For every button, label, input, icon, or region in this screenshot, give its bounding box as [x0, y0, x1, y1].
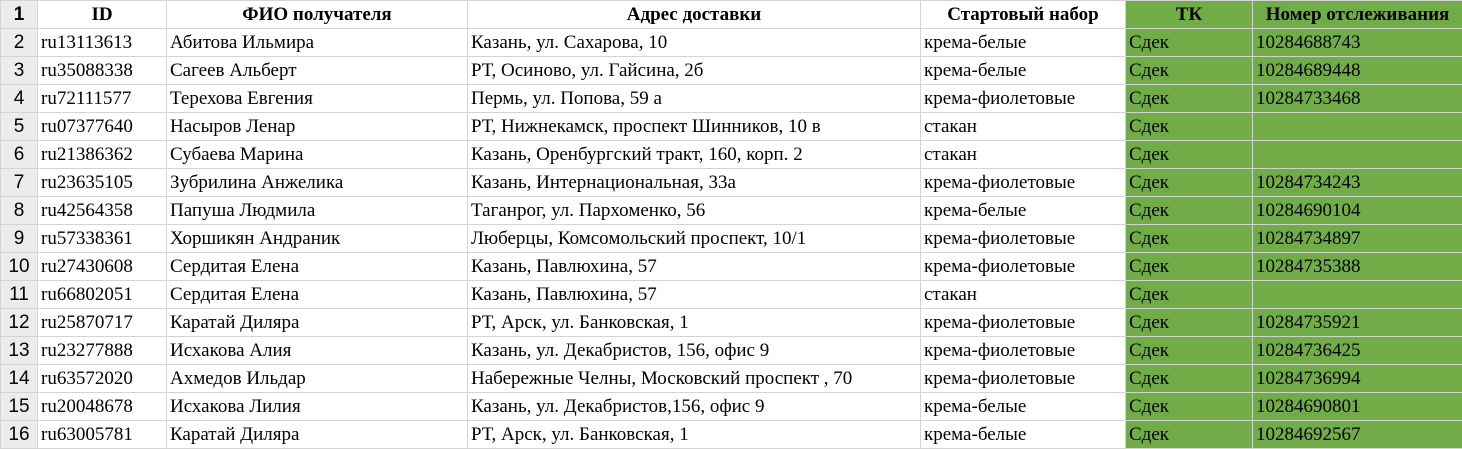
cell-address[interactable]: Казань, Павлюхина, 57: [468, 281, 921, 309]
table-row: [1, 29, 1462, 57]
cell-id[interactable]: ru72111577: [38, 85, 167, 113]
cell-address[interactable]: РТ, Осиново, ул. Гайсина, 2б: [468, 57, 921, 85]
cell-tracking[interactable]: 10284736994: [1253, 365, 1462, 393]
cell-kit[interactable]: стакан: [921, 113, 1126, 141]
row-number[interactable]: 16: [1, 421, 38, 449]
cell-tk[interactable]: Сдек: [1126, 337, 1253, 365]
header-cell-id[interactable]: ID: [38, 1, 167, 29]
cell-address[interactable]: РТ, Нижнекамск, проспект Шинников, 10 в: [468, 113, 921, 141]
cell-kit[interactable]: крема-белые: [921, 393, 1126, 421]
cell-name[interactable]: Ахмедов Ильдар: [167, 365, 468, 393]
row-number[interactable]: 4: [1, 85, 38, 113]
row-number[interactable]: 9: [1, 225, 38, 253]
table-row: [1, 225, 1462, 253]
cell-name[interactable]: Сагеев Альберт: [167, 57, 468, 85]
cell-kit[interactable]: крема-белые: [921, 197, 1126, 225]
cell-name[interactable]: Папуша Людмила: [167, 197, 468, 225]
cell-tk[interactable]: Сдек: [1126, 421, 1253, 449]
cell-tk[interactable]: Сдек: [1126, 169, 1253, 197]
cell-id[interactable]: ru23277888: [38, 337, 167, 365]
cell-tracking[interactable]: 10284736425: [1253, 337, 1462, 365]
cell-tracking[interactable]: 10284692567: [1253, 421, 1462, 449]
cell-address[interactable]: Казань, ул. Сахарова, 10: [468, 29, 921, 57]
cell-tk[interactable]: Сдек: [1126, 225, 1253, 253]
cell-name[interactable]: Терехова Евгения: [167, 85, 468, 113]
table-row: [1, 169, 1462, 197]
cell-address[interactable]: Таганрог, ул. Пархоменко, 56: [468, 197, 921, 225]
row-number[interactable]: 15: [1, 393, 38, 421]
cell-tk[interactable]: Сдек: [1126, 57, 1253, 85]
cell-id[interactable]: ru57338361: [38, 225, 167, 253]
cell-tracking[interactable]: [1253, 141, 1462, 169]
table-row: [1, 197, 1462, 225]
header-cell-address[interactable]: Адрес доставки: [468, 1, 921, 29]
cell-name[interactable]: Субаева Марина: [167, 141, 468, 169]
table-row: [1, 253, 1462, 281]
cell-address[interactable]: Казань, ул. Декабристов,156, офис 9: [468, 393, 921, 421]
cell-id[interactable]: ru27430608: [38, 253, 167, 281]
row-number[interactable]: 11: [1, 281, 38, 309]
cell-address[interactable]: Казань, ул. Декабристов, 156, офис 9: [468, 337, 921, 365]
cell-kit[interactable]: крема-белые: [921, 421, 1126, 449]
cell-address[interactable]: Казань, Оренбургский тракт, 160, корп. 2: [468, 141, 921, 169]
cell-id[interactable]: ru63005781: [38, 421, 167, 449]
cell-id[interactable]: ru13113613: [38, 29, 167, 57]
cell-id[interactable]: ru20048678: [38, 393, 167, 421]
cell-tk[interactable]: Сдек: [1126, 281, 1253, 309]
cell-id[interactable]: ru42564358: [38, 197, 167, 225]
row-number[interactable]: 5: [1, 113, 38, 141]
cell-name[interactable]: Исхакова Алия: [167, 337, 468, 365]
cell-address[interactable]: РТ, Арск, ул. Банковская, 1: [468, 309, 921, 337]
cell-name[interactable]: Абитова Ильмира: [167, 29, 468, 57]
cell-name[interactable]: Исхакова Лилия: [167, 393, 468, 421]
table-row: [1, 113, 1462, 141]
cell-name[interactable]: Каратай Диляра: [167, 309, 468, 337]
cell-tk[interactable]: Сдек: [1126, 393, 1253, 421]
cell-name[interactable]: Насыров Ленар: [167, 113, 468, 141]
cell-id[interactable]: ru07377640: [38, 113, 167, 141]
cell-name[interactable]: Хоршикян Андраник: [167, 225, 468, 253]
cell-name[interactable]: Сердитая Елена: [167, 253, 468, 281]
cell-kit[interactable]: крема-фиолетовые: [921, 365, 1126, 393]
cell-tracking[interactable]: [1253, 281, 1462, 309]
header-row: [1, 1, 1462, 29]
cell-tracking[interactable]: 10284690801: [1253, 393, 1462, 421]
row-number[interactable]: 2: [1, 29, 38, 57]
cell-address[interactable]: Набережные Челны, Московский проспект , 70: [468, 365, 921, 393]
header-cell-tracking[interactable]: Номер отслеживания: [1253, 1, 1462, 29]
header-cell-kit[interactable]: Стартовый набор: [921, 1, 1126, 29]
cell-tracking[interactable]: 10284734897: [1253, 225, 1462, 253]
cell-tracking[interactable]: 10284688743: [1253, 29, 1462, 57]
table-row: [1, 421, 1462, 449]
table-row: [1, 337, 1462, 365]
cell-kit[interactable]: крема-белые: [921, 29, 1126, 57]
table-row: [1, 141, 1462, 169]
cell-name[interactable]: Зубрилина Анжелика: [167, 169, 468, 197]
cell-tk[interactable]: Сдек: [1126, 365, 1253, 393]
cell-id[interactable]: ru25870717: [38, 309, 167, 337]
table-row: [1, 393, 1462, 421]
cell-tk[interactable]: Сдек: [1126, 253, 1253, 281]
cell-kit[interactable]: крема-белые: [921, 57, 1126, 85]
cell-tracking[interactable]: 10284735388: [1253, 253, 1462, 281]
cell-tracking[interactable]: 10284735921: [1253, 309, 1462, 337]
cell-name[interactable]: Каратай Диляра: [167, 421, 468, 449]
row-number[interactable]: 7: [1, 169, 38, 197]
row-number[interactable]: 1: [1, 1, 38, 29]
cell-kit[interactable]: крема-фиолетовые: [921, 309, 1126, 337]
cell-tracking[interactable]: 10284733468: [1253, 85, 1462, 113]
cell-kit[interactable]: крема-фиолетовые: [921, 85, 1126, 113]
row-number[interactable]: 6: [1, 141, 38, 169]
table-row: [1, 57, 1462, 85]
cell-kit[interactable]: крема-фиолетовые: [921, 253, 1126, 281]
cell-id[interactable]: ru66802051: [38, 281, 167, 309]
cell-address[interactable]: Пермь, ул. Попова, 59 а: [468, 85, 921, 113]
row-number[interactable]: 14: [1, 365, 38, 393]
table-row: [1, 281, 1462, 309]
header-cell-name[interactable]: ФИО получателя: [167, 1, 468, 29]
cell-address[interactable]: Казань, Павлюхина, 57: [468, 253, 921, 281]
cell-tk[interactable]: Сдек: [1126, 309, 1253, 337]
cell-address[interactable]: Казань, Интернациональная, 33а: [468, 169, 921, 197]
row-number[interactable]: 8: [1, 197, 38, 225]
cell-kit[interactable]: крема-фиолетовые: [921, 225, 1126, 253]
cell-kit[interactable]: крема-фиолетовые: [921, 169, 1126, 197]
table-row: [1, 85, 1462, 113]
cell-tk[interactable]: Сдек: [1126, 113, 1253, 141]
table-row: [1, 365, 1462, 393]
cell-tk[interactable]: Сдек: [1126, 197, 1253, 225]
row-number[interactable]: 13: [1, 337, 38, 365]
cell-kit[interactable]: крема-фиолетовые: [921, 337, 1126, 365]
cell-id[interactable]: ru21386362: [38, 141, 167, 169]
cell-id[interactable]: ru23635105: [38, 169, 167, 197]
cell-id[interactable]: ru63572020: [38, 365, 167, 393]
cell-id[interactable]: ru35088338: [38, 57, 167, 85]
row-number[interactable]: 3: [1, 57, 38, 85]
header-cell-tk[interactable]: ТК: [1126, 1, 1253, 29]
cell-kit[interactable]: стакан: [921, 141, 1126, 169]
row-number[interactable]: 12: [1, 309, 38, 337]
cell-name[interactable]: Сердитая Елена: [167, 281, 468, 309]
cell-address[interactable]: Люберцы, Комсомольский проспект, 10/1: [468, 225, 921, 253]
cell-kit[interactable]: стакан: [921, 281, 1126, 309]
cell-tk[interactable]: Сдек: [1126, 29, 1253, 57]
cell-tracking[interactable]: [1253, 113, 1462, 141]
cell-tracking[interactable]: 10284690104: [1253, 197, 1462, 225]
row-number[interactable]: 10: [1, 253, 38, 281]
cell-tracking[interactable]: 10284734243: [1253, 169, 1462, 197]
cell-address[interactable]: РТ, Арск, ул. Банковская, 1: [468, 421, 921, 449]
cell-tk[interactable]: Сдек: [1126, 85, 1253, 113]
table-row: [1, 309, 1462, 337]
cell-tk[interactable]: Сдек: [1126, 141, 1253, 169]
cell-tracking[interactable]: 10284689448: [1253, 57, 1462, 85]
